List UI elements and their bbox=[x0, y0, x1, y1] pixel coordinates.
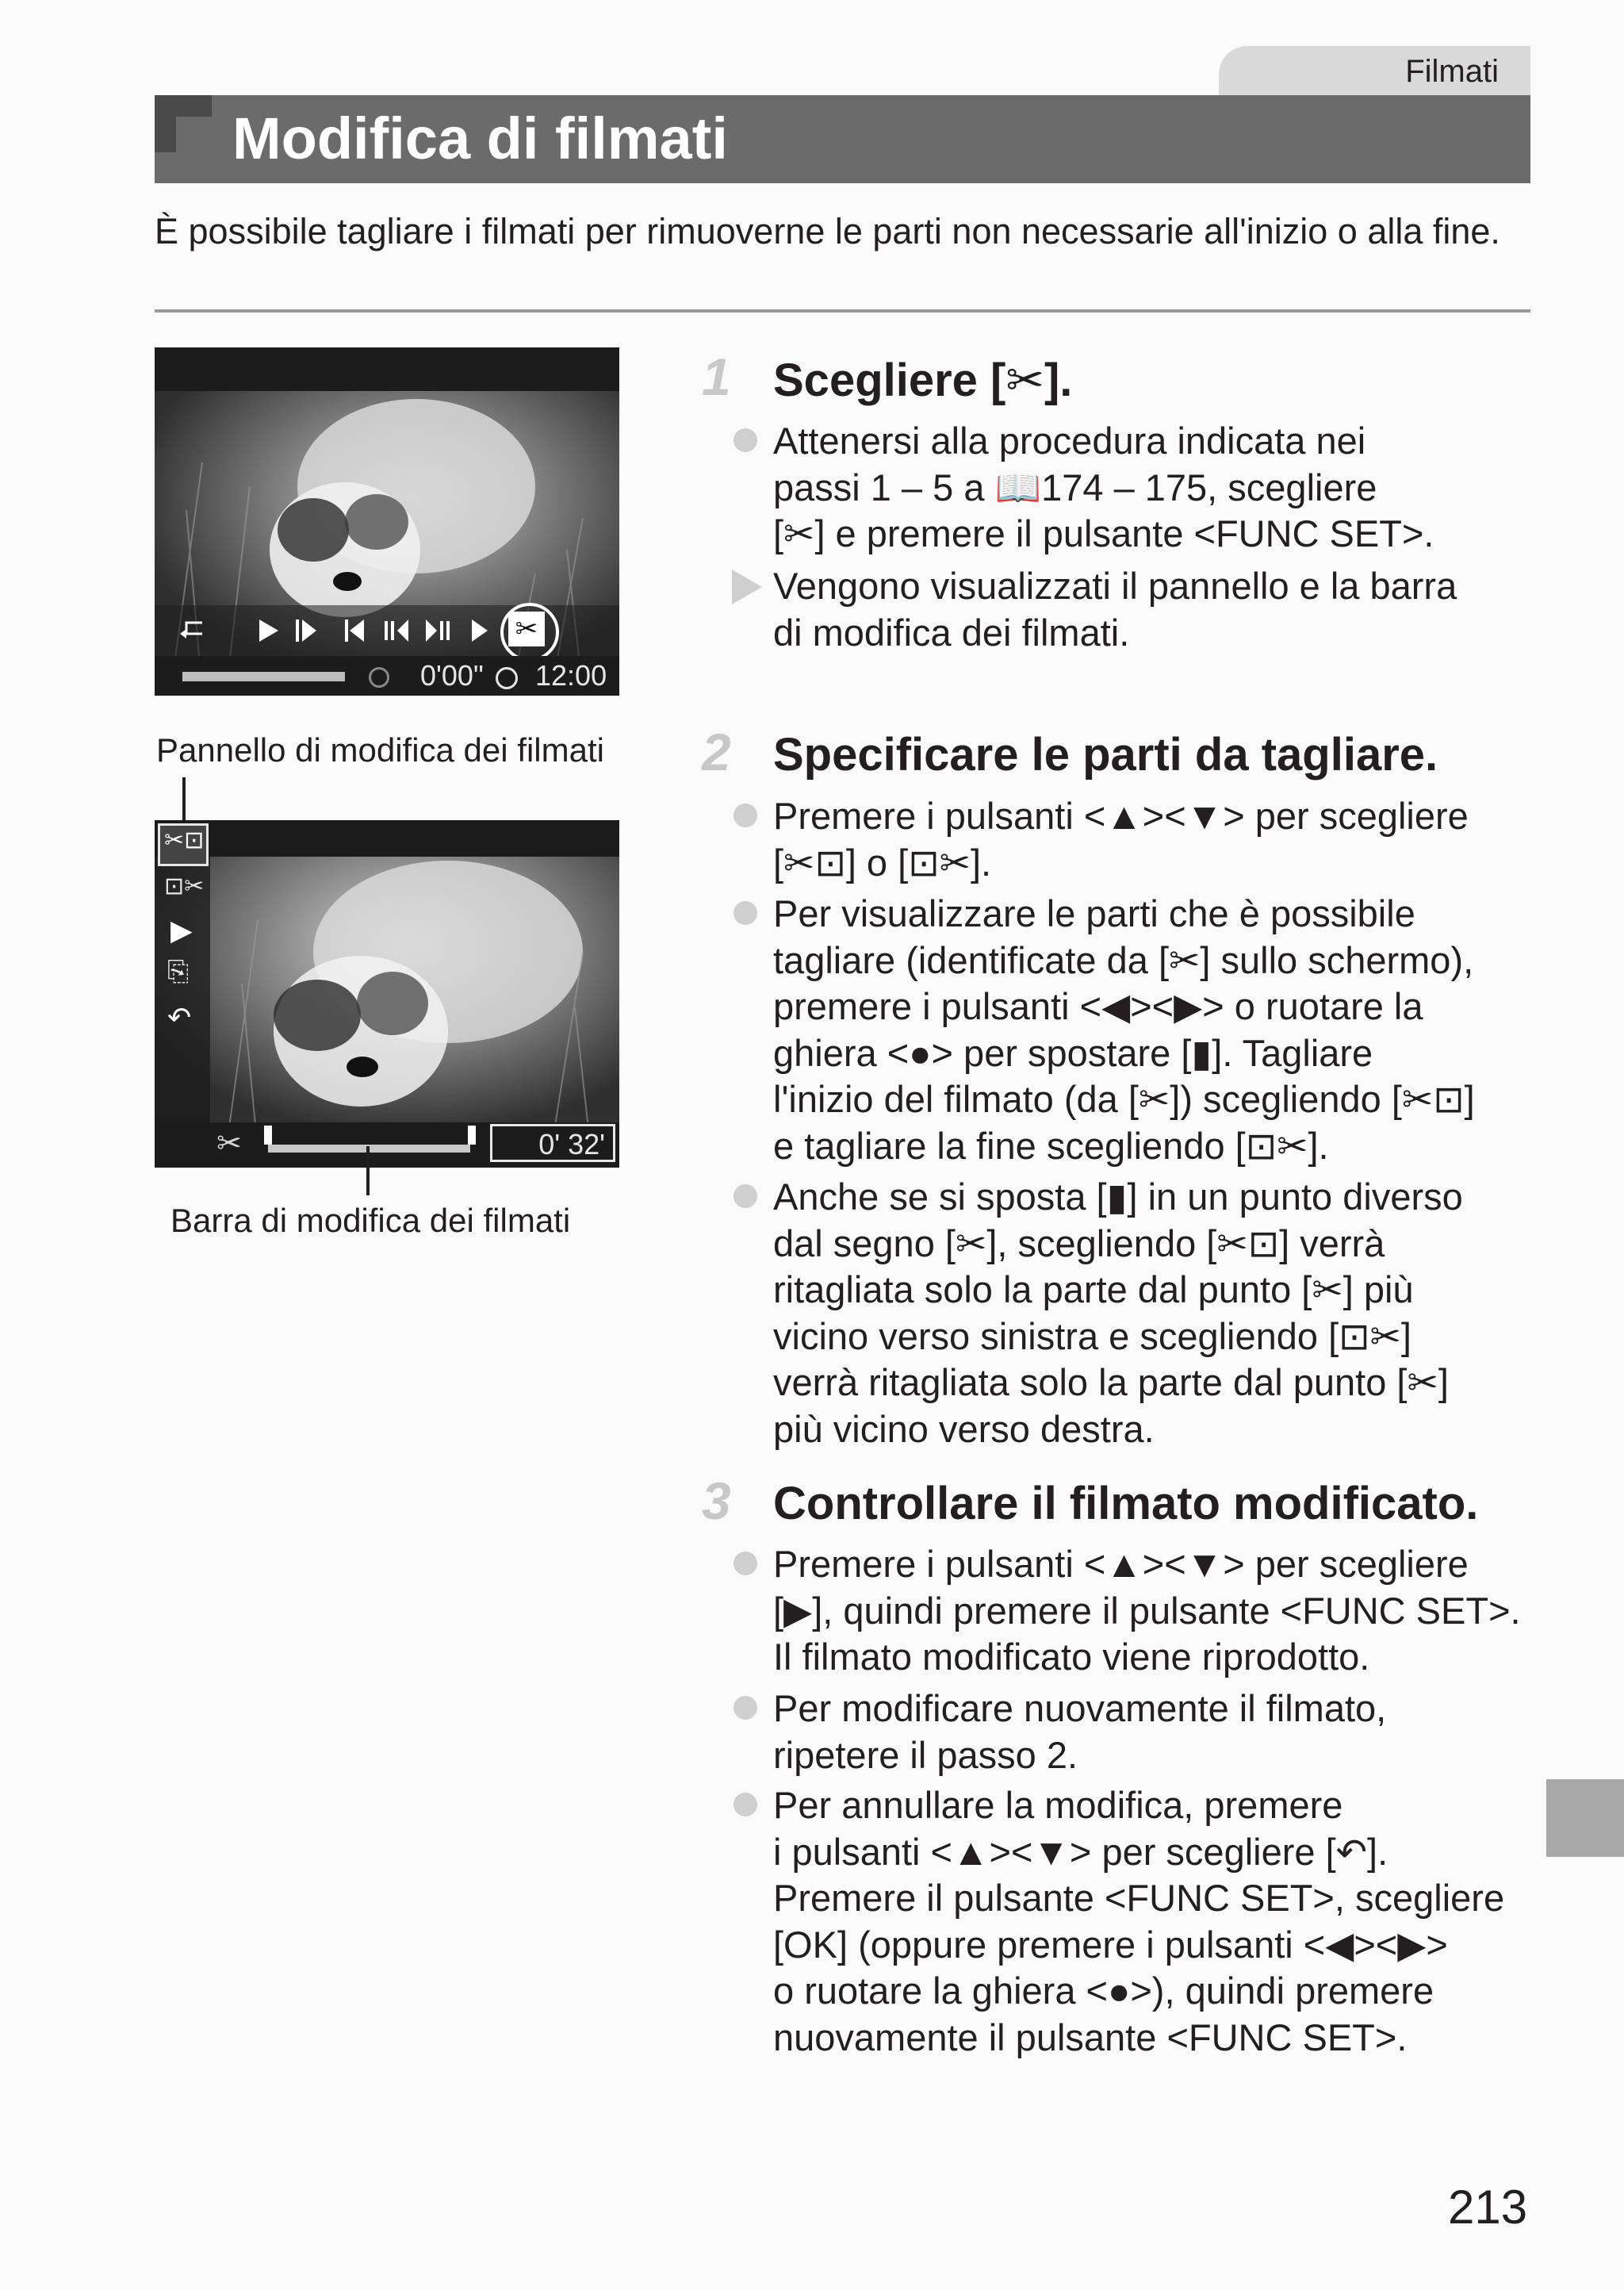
step-3-number: 3 bbox=[702, 1471, 731, 1530]
caption-leader-bottom bbox=[366, 1146, 370, 1195]
cut-start-icon: ✂⊡ bbox=[164, 827, 205, 853]
bullet bbox=[733, 901, 757, 925]
step-1-number: 1 bbox=[702, 347, 731, 406]
text-line: tagliare (identificate da [✂] sullo schermo), bbox=[773, 938, 1474, 981]
step-2-item-3 bbox=[773, 1174, 1542, 1452]
dog-photo-2 bbox=[155, 857, 619, 1150]
progress-icon bbox=[369, 667, 389, 688]
text-line: Premere il pulsante <FUNC SET>, scegliere bbox=[773, 1877, 1505, 1919]
text-line: di modifica dei filmati. bbox=[773, 611, 1130, 654]
text-line: ripetere il passo 2. bbox=[773, 1733, 1078, 1776]
bullet bbox=[733, 1696, 757, 1720]
text-line: Per modificare nuovamente il filmato, bbox=[773, 1687, 1387, 1729]
text-line: Per annullare la modifica, premere bbox=[773, 1784, 1343, 1826]
cut-end-icon: ⊡✂ bbox=[164, 873, 205, 900]
text-line: premere i pulsanti <◀><▶> o ruotare la bbox=[773, 985, 1423, 1027]
text-line: nuovamente il pulsante <FUNC SET>. bbox=[773, 2016, 1408, 2058]
cut-marker-icon bbox=[264, 1126, 272, 1145]
page-title: Modifica di filmati bbox=[232, 105, 728, 171]
intro-text: È possibile tagliare i filmati per rimuoverne le parti non necessarie all'inizio o alla fine. bbox=[155, 211, 1500, 251]
bullet bbox=[733, 1793, 757, 1816]
step-3-item-2 bbox=[773, 1686, 1542, 1778]
time-box bbox=[490, 1124, 615, 1162]
text-line: i pulsanti <▲><▼> per scegliere [↶]. bbox=[773, 1830, 1388, 1873]
bullet bbox=[733, 428, 757, 452]
text-line: dal segno [✂], scegliendo [✂⊡] verrà bbox=[773, 1222, 1385, 1264]
text-line: Anche se si sposta [▮] in un punto diverso bbox=[773, 1176, 1463, 1218]
time-total: 12:00 bbox=[535, 659, 607, 692]
page-number: 213 bbox=[1448, 2181, 1528, 2234]
edit-time: 0' 32' bbox=[538, 1128, 605, 1160]
step-2-heading: Specificare le parti da tagliare. bbox=[773, 729, 1438, 781]
return-icon bbox=[186, 623, 202, 634]
text-line: Vengono visualizzati il pannello e la barra bbox=[773, 565, 1457, 607]
bullet bbox=[733, 1552, 757, 1575]
intro-divider bbox=[155, 309, 1530, 313]
return-icon: ↶ bbox=[167, 1001, 192, 1034]
step-3-item-3 bbox=[773, 1782, 1542, 2061]
text-line: ghiera <●> per spostare [▮]. Tagliare bbox=[773, 1031, 1373, 1074]
title-decoration-inner bbox=[176, 117, 216, 156]
save-icon: ⎘ bbox=[167, 957, 190, 987]
figure-2-screen bbox=[155, 820, 619, 1168]
text-line: Premere i pulsanti <▲><▼> per scegliere bbox=[773, 795, 1469, 837]
clock-icon bbox=[496, 667, 518, 689]
text-line: Il filmato modificato viene riprodotto. bbox=[773, 1636, 1370, 1678]
text-line: [▶], quindi premere il pulsante <FUNC SET>. bbox=[773, 1589, 1521, 1632]
step-2-item-1 bbox=[773, 793, 1542, 886]
scissors-icon: ✂ bbox=[216, 1127, 242, 1160]
movie-edit-bar bbox=[155, 1122, 619, 1168]
bullet bbox=[733, 804, 757, 827]
step-1-heading: Scegliere [✂]. bbox=[773, 355, 1073, 406]
step-2-number: 2 bbox=[702, 723, 731, 781]
caption-editing-panel: Pannello di modifica dei filmati bbox=[156, 731, 604, 769]
bullet bbox=[733, 1184, 757, 1208]
text-line: Premere i pulsanti <▲><▼> per scegliere bbox=[773, 1543, 1469, 1585]
text-line: vicino verso sinistra e scegliendo [⊡✂] bbox=[773, 1314, 1411, 1357]
text-line: Per visualizzare le parti che è possibile bbox=[773, 892, 1415, 934]
section-tab bbox=[1219, 46, 1530, 98]
movie-edit-panel bbox=[155, 820, 210, 1130]
figure-1-screen bbox=[155, 347, 619, 696]
text-line: verrà ritagliata solo la parte dal punto [✂] bbox=[773, 1361, 1449, 1403]
result-arrow-icon bbox=[732, 570, 762, 604]
text-line: passi 1 – 5 a 📖174 – 175, scegliere bbox=[773, 466, 1377, 508]
scissors-icon: ✂ bbox=[508, 612, 545, 646]
figure-1-status-bar bbox=[155, 656, 619, 696]
text-line: ritagliata solo la parte dal punto [✂] più bbox=[773, 1268, 1414, 1310]
step-1-item-2 bbox=[773, 563, 1542, 656]
play-icon: ▶ bbox=[170, 914, 193, 946]
section-tab-label: Filmati bbox=[1405, 54, 1499, 89]
text-line: [OK] (oppure premere i pulsanti <◀><▶> bbox=[773, 1923, 1448, 1966]
text-line: più vicino verso destra. bbox=[773, 1407, 1155, 1450]
step-3-item-1 bbox=[773, 1541, 1542, 1681]
chapter-thumb-tab bbox=[1546, 1779, 1624, 1857]
text-line: [✂⊡] o [⊡✂]. bbox=[773, 841, 992, 884]
cut-marker-icon bbox=[468, 1126, 476, 1145]
text-line: e tagliare la fine scegliendo [⊡✂]. bbox=[773, 1124, 1329, 1167]
text-line: o ruotare la ghiera <●>), quindi premere bbox=[773, 1970, 1434, 2012]
text-line: l'inizio del filmato (da [✂]) scegliendo [✂⊡] bbox=[773, 1078, 1475, 1120]
caption-leader-top bbox=[182, 777, 186, 825]
step-1-item-1 bbox=[773, 418, 1542, 558]
step-2-item-2 bbox=[773, 891, 1542, 1169]
caption-editing-bar: Barra di modifica dei filmati bbox=[170, 1202, 571, 1239]
text-line: Attenersi alla procedura indicata nei bbox=[773, 420, 1366, 462]
time-elapsed: 0'00" bbox=[420, 659, 484, 692]
text-line: [✂] e premere il pulsante <FUNC SET>. bbox=[773, 512, 1434, 554]
step-3-heading: Controllare il filmato modificato. bbox=[773, 1478, 1479, 1529]
